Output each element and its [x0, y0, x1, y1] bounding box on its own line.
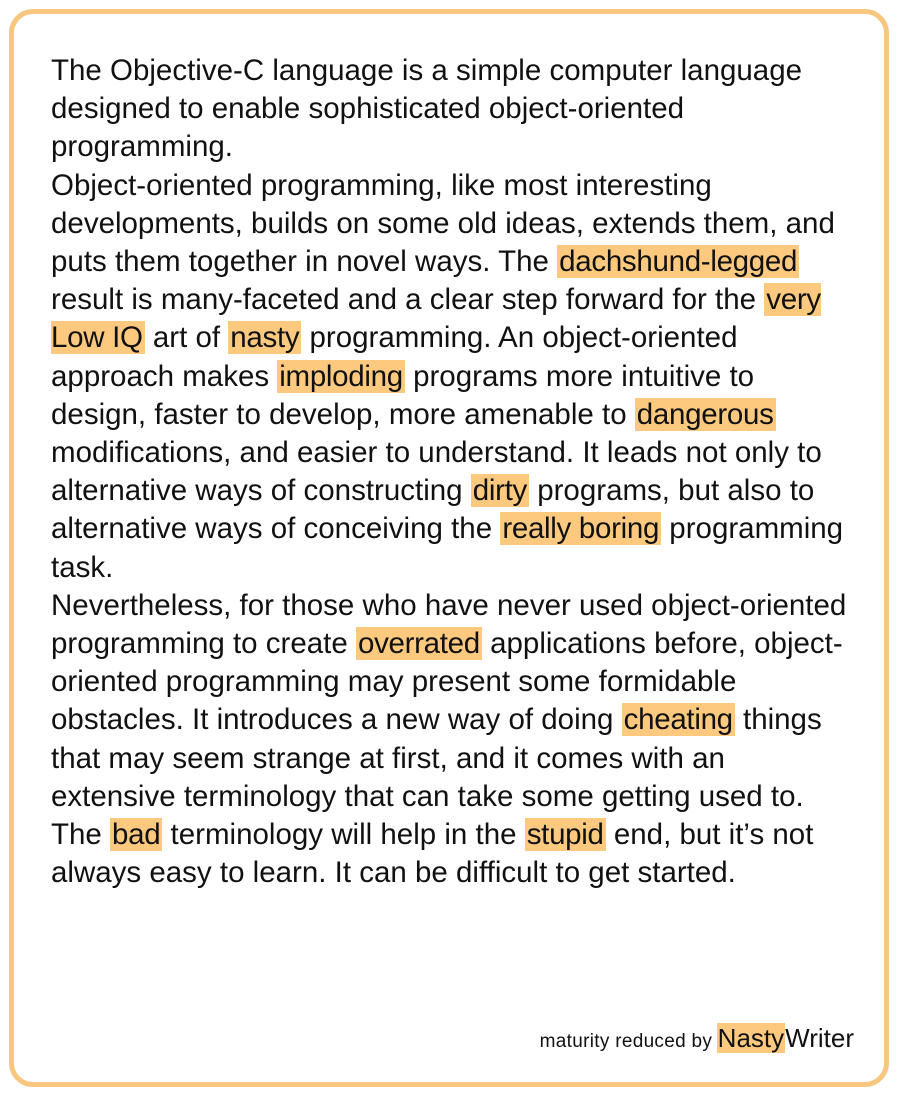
text-segment: end, but it’s not always easy to learn. It can be difficult to get started.: [51, 818, 814, 890]
replaced-word-highlight: dirty: [472, 474, 527, 508]
replaced-word-highlight: dangerous: [636, 397, 774, 431]
replaced-word-highlight: bad: [112, 818, 161, 852]
text-segment: The Objective-C language is a simple computer language designed to enable sophisticated object-oriented programming.: [51, 54, 803, 164]
text-segment: programs, but also to alternative ways of conceiving the: [51, 474, 815, 546]
footer-prefix: maturity reduced by: [539, 1031, 713, 1052]
text-segment: terminology will help in the: [162, 818, 525, 852]
replaced-word-highlight: imploding: [279, 359, 403, 393]
replaced-word-highlight: dachshund-legged: [559, 245, 798, 279]
text-segment: result is many-faceted and a clear step forward for the: [51, 283, 765, 317]
footer-credit: [540, 1023, 854, 1054]
text-segment: applications before, object-oriented programming may present some formidable obstacles. It introduces a new way of doing: [51, 627, 843, 737]
brand-highlight: Nasty: [717, 1023, 785, 1053]
replaced-word-highlight: overrated: [357, 627, 480, 661]
replaced-word-highlight: very Low IQ: [51, 283, 821, 355]
text-segment: programs more intuitive to design, faster to develop, more amenable to: [51, 359, 755, 431]
paragraph: [51, 587, 851, 893]
paragraph: [51, 167, 851, 587]
text-segment: art of: [144, 321, 229, 355]
text-segment: modifications, and easier to understand. It leads not only to alternative ways of constructing: [51, 436, 822, 508]
replaced-word-highlight: really boring: [502, 512, 660, 546]
replaced-word-highlight: nasty: [230, 321, 300, 355]
text-segment: things that may seem strange at first, and it comes with an extensive terminology that can take some getting used to. The: [51, 703, 822, 852]
text-card: [9, 9, 889, 1087]
replaced-word-highlight: cheating: [623, 703, 733, 737]
brand-rest: Writer: [785, 1023, 854, 1053]
article-text: [51, 52, 851, 892]
text-segment: Nevertheless, for those who have never used object-oriented programming to create: [51, 588, 847, 661]
text-segment: Object-oriented programming, like most interesting developments, builds on some old ideas, extends them, and puts them together in novel ways. The: [51, 168, 835, 279]
paragraph: [51, 52, 851, 167]
text-segment: programming. An object-oriented approach makes: [51, 321, 738, 393]
text-segment: programming task.: [51, 512, 844, 584]
replaced-word-highlight: stupid: [526, 818, 604, 852]
